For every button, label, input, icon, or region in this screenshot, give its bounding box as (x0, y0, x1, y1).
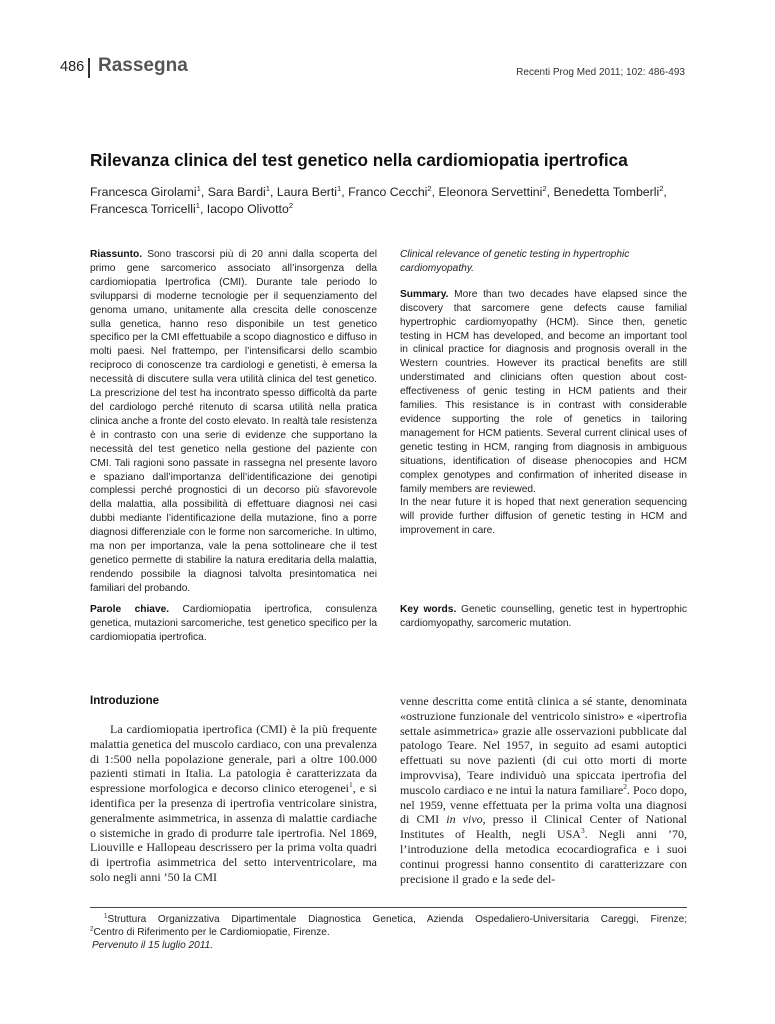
author: Laura Berti$^1$, (276, 183, 349, 199)
journal-reference: Recenti Prog Med 2011; 102: 486-493 (516, 67, 685, 78)
author: Sara Bardi$^1$, (207, 183, 277, 199)
section-heading: Introduzione (90, 695, 159, 707)
english-title: Clinical relevance of genetic testing in hypertrophic cardiomyopathy. (400, 249, 630, 274)
author-list (90, 184, 690, 218)
keywords-text: Genetic counselling, genetic test in hypertrophic cardiomyopathy, sarcomeric mutation. (400, 604, 687, 629)
abstract-italian (90, 248, 377, 596)
author: Benedetta Tomberli$^2$, (553, 183, 667, 199)
affiliation-1: $^1$Struttura Organizzativa Dipartimentale Diagnostica Genetica, Azienda Ospedaliero-Universitaria Careggi, Firenze; (104, 912, 687, 925)
article-title: Rilevanza clinica del test genetico nella cardiomiopatia ipertrofica (90, 150, 628, 170)
body-text-left: La cardiomiopatia ipertrofica (CMI) è la più frequente malattia genetica del muscolo cardiaco, con una prevalenza di 1:500 nella popolazione generale, pari a oltre 100.000 pazienti stimati in Italia. La patologia è caratterizzata da espressione morfologica e decorso clinico eterogenei$^1$, e si identifica per la presenza di ipertrofia ventricolare sinistra, generalmente asimmetrica, in assenza di malattie cardiache o sistemiche in grado di produrre tale ipertrofia. Nel 1869, Liouville e Hallopeau descrissero per la prima volta quadri di ipertrofia asimmetrica del setto interventricolare, ma solo negli anni ’50 la CMI (90, 722, 377, 884)
keywords-english (400, 603, 687, 631)
page-number: 486 (60, 59, 85, 75)
section-label: Rassegna (98, 55, 188, 76)
received-date: Pervenuto il 15 luglio 2011. (92, 940, 214, 951)
author: Francesca Girolami$^1$, (90, 183, 208, 199)
author: Iacopo Olivotto$^2$ (206, 200, 294, 216)
header-separator (88, 58, 90, 78)
author: Eleonora Servettini$^2$, (438, 183, 554, 199)
keywords-label: Parole chiave. (90, 604, 170, 615)
author: Francesca Torricelli$^1$, (90, 200, 207, 216)
keywords-italian (90, 603, 377, 645)
abstract-label: Riassunto. (90, 249, 143, 260)
summary-text: More than two decades have elapsed since the discovery that sarcomere gene defects cause familial hypertrophic cardiomyopathy (HCM). Since then, genetic testing in HCM has developed, and become an important tool in clinical practice for diagnosis and prognosis overall in the Western countries. However its practical benefits are still understimated and clinicians often question about cost-effectiveness of genic testing in HCM patients and their families. This resistance is in contrast with considerable evidence supporting the role of genetics in tailoring management for HCM patients. Several current clinical uses of genetic testing in HCM, ranging from diagnosis in ambiguous situations, identification of disease phenocopies and HCM complex genotypes and confirmation of inherited disease in family members are reviewed. (400, 288, 687, 495)
author: Franco Cecchi$^2$, (348, 183, 439, 199)
summary-paragraph-2: In the near future it is hoped that next generation sequencing will provide further diffusion of genetic testing in HCM and improvement in care. (400, 497, 687, 537)
footnote-rule (90, 907, 687, 908)
footnotes (90, 913, 687, 952)
summary-paragraph (400, 288, 687, 497)
body-text-right: venne descritta come entità clinica a sé stante, denominata «ostruzione funzionale del ventricolo sinistro» e «ipertrofia settale asimmetrica» grazie alle osservazioni pubblicate dal patologo Teare. Nel 1957, in seguito ad esami autoptici effettuati su nove pazienti (di cui otto morti di morte improvvisa), Teare individuò una spiccata ipertrofia del muscolo cardiaco e ne intuì la natura familiare$^2$. Poco dopo, nel 1959, venne effettuata per la prima volta una diagnosi di CMI in vivo, presso il Clinical Center of National Institutes of Health, negli USA$^3$. Negli anni ’70, l’introduzione della metodica ecocardiografica e i suoi continui progressi hanno consentito di caratterizzare con precisione il grado e la sede del- (400, 694, 688, 886)
abstract-text: Sono trascorsi più di 20 anni dalla scoperta del primo gene sarcomerico associato all’insorgenza della cardiomiopatia Ipertrofica (CMI). Durante tale periodo lo svilupparsi di moderne tecnologie per il sequenziamento del genoma umano, unitamente alla crescita delle conoscenze sulla genetica, hanno reso disponibile un test genetico specifico per la CMI effettuabile a scopo diagnostico e diffuso in molti paesi. Nel frattempo, per l’intensificarsi dello scambio reciproco di conoscenze tra cardiologi e genetisti, è emersa la necessità di discutere sulla vera utilità clinica del test genetico. La prescrizione del test ha incontrato spesso difficoltà da parte del cardiologo perché ritenuto di scarsa utilità nella pratica clinica anche a fronte del costo elevato. In realtà tale resistenza è in contrasto con una serie di evidenze che supportano la necessità del test genetico nella gestione del paziente con CMI. Tali ragioni sono passate in rassegna nel presente lavoro e spaziano dall’importanza dell’identificazione dei genotipi complessi perché prognostici di un decorso più sfavorevole della malattia, alla possibilità di effettuare diagnosi nei casi dubbi mediante l’identificazione della mutazione, fino a porre diagnosi differenziale con le forme non sarcomeriche. In ultimo, ma non per importanza, vale la pena sottolineare che il test genetico permette di stabilire la natura ereditaria della malattia, rendendo possibile la diagnosi talvolta presintomatica nei familiari del probando. (90, 249, 377, 594)
keywords-text: Cardiomiopatia ipertrofica, consulenza genetica, mutazioni sarcomeriche, test genetico specifico per la cardiomiopatia ipertrofica. (90, 604, 378, 643)
summary-label: Summary. (400, 288, 449, 300)
abstract-english (400, 248, 687, 538)
keywords-label: Key words. (400, 604, 457, 615)
affiliation-2: $^2$Centro di Riferimento per le Cardiomiopatie, Firenze. (90, 925, 330, 938)
